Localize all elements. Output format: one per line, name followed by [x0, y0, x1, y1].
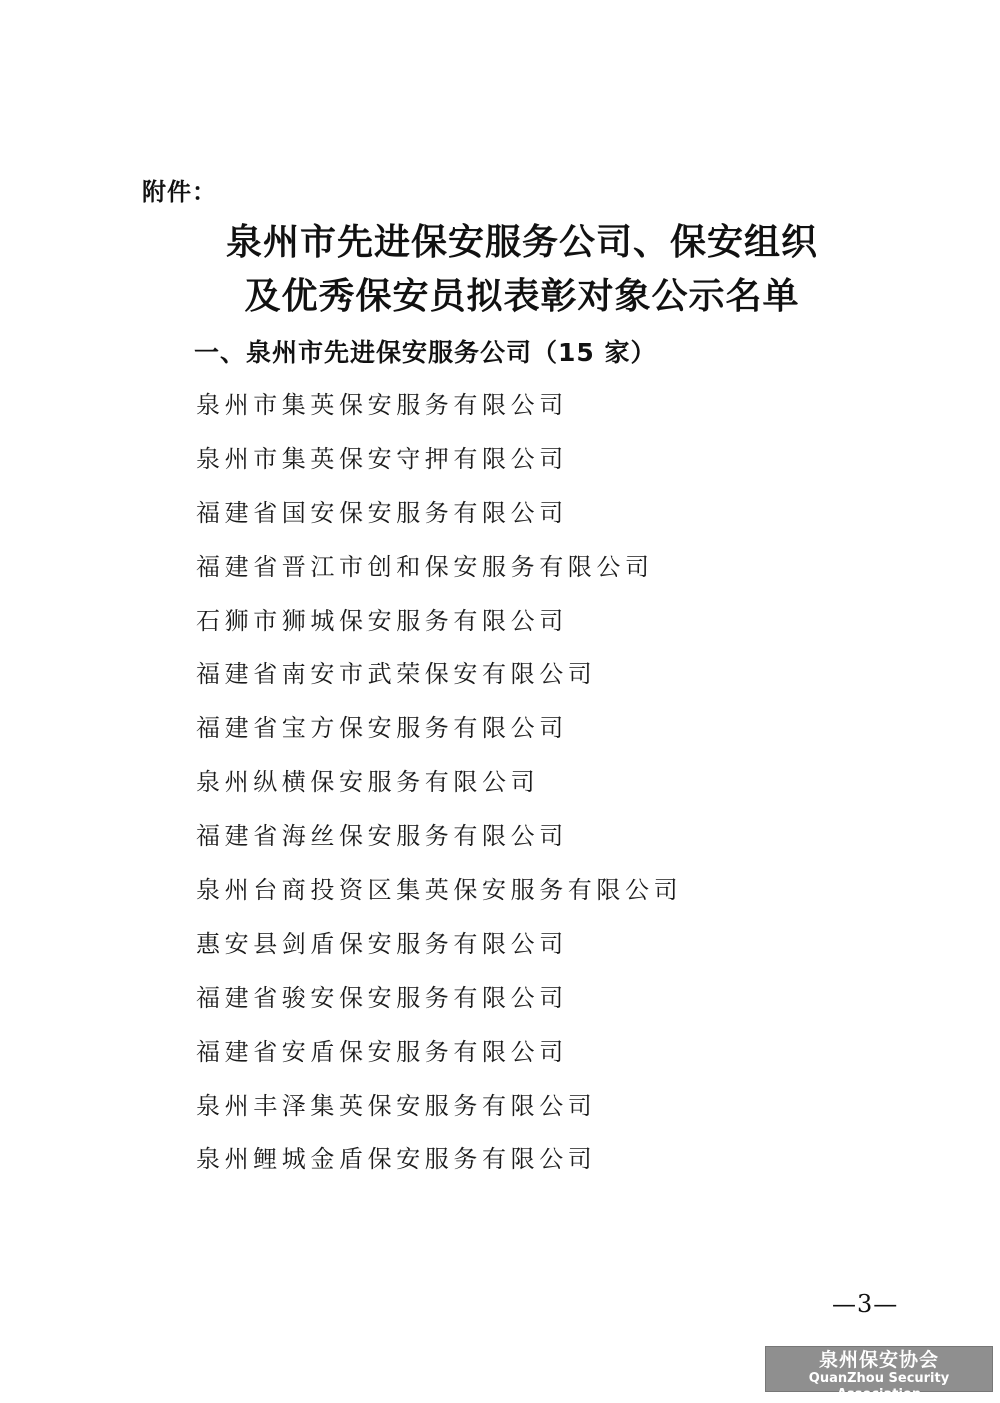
list-item: 泉州市集英保安服务有限公司 [196, 391, 568, 419]
document-title-line-2: 及优秀保安员拟表彰对象公示名单 [244, 276, 800, 317]
list-item: 福建省晋江市创和保安服务有限公司 [196, 552, 654, 581]
page-number: —3— [832, 1290, 899, 1318]
list-item: 福建省宝方保安服务有限公司 [196, 714, 568, 743]
list-item: 福建省海丝保安服务有限公司 [196, 822, 568, 851]
list-item: 福建省国安保安服务有限公司 [196, 498, 568, 527]
watermark-name-cn: 泉州保安协会 [818, 1349, 939, 1371]
company-list [196, 384, 682, 1192]
list-item: 泉州市集英保安守押有限公司 [196, 444, 568, 473]
list-item: 泉州丰泽集英保安服务有限公司 [196, 1091, 597, 1120]
watermark-name-en: QuanZhou Security Association [808, 1371, 950, 1402]
list-item: 泉州台商投资区集英保安服务有限公司 [196, 876, 683, 905]
list-item: 泉州鲤城金盾保安服务有限公司 [196, 1145, 597, 1174]
list-item: 福建省安盾保安服务有限公司 [196, 1037, 568, 1066]
attachment-label: 附件： [142, 178, 217, 206]
list-item: 惠安县剑盾保安服务有限公司 [196, 929, 568, 958]
section-heading: 一、泉州市先进保安服务公司（15 家） [194, 338, 657, 367]
watermark-badge [765, 1346, 993, 1402]
list-item: 泉州纵横保安服务有限公司 [196, 768, 540, 797]
list-item: 福建省南安市武荣保安有限公司 [196, 660, 597, 689]
list-item: 石狮市狮城保安服务有限公司 [196, 606, 568, 635]
document-title-line-1: 泉州市先进保安服务公司、保安组织 [225, 222, 818, 263]
list-item: 福建省骏安保安服务有限公司 [196, 983, 568, 1012]
